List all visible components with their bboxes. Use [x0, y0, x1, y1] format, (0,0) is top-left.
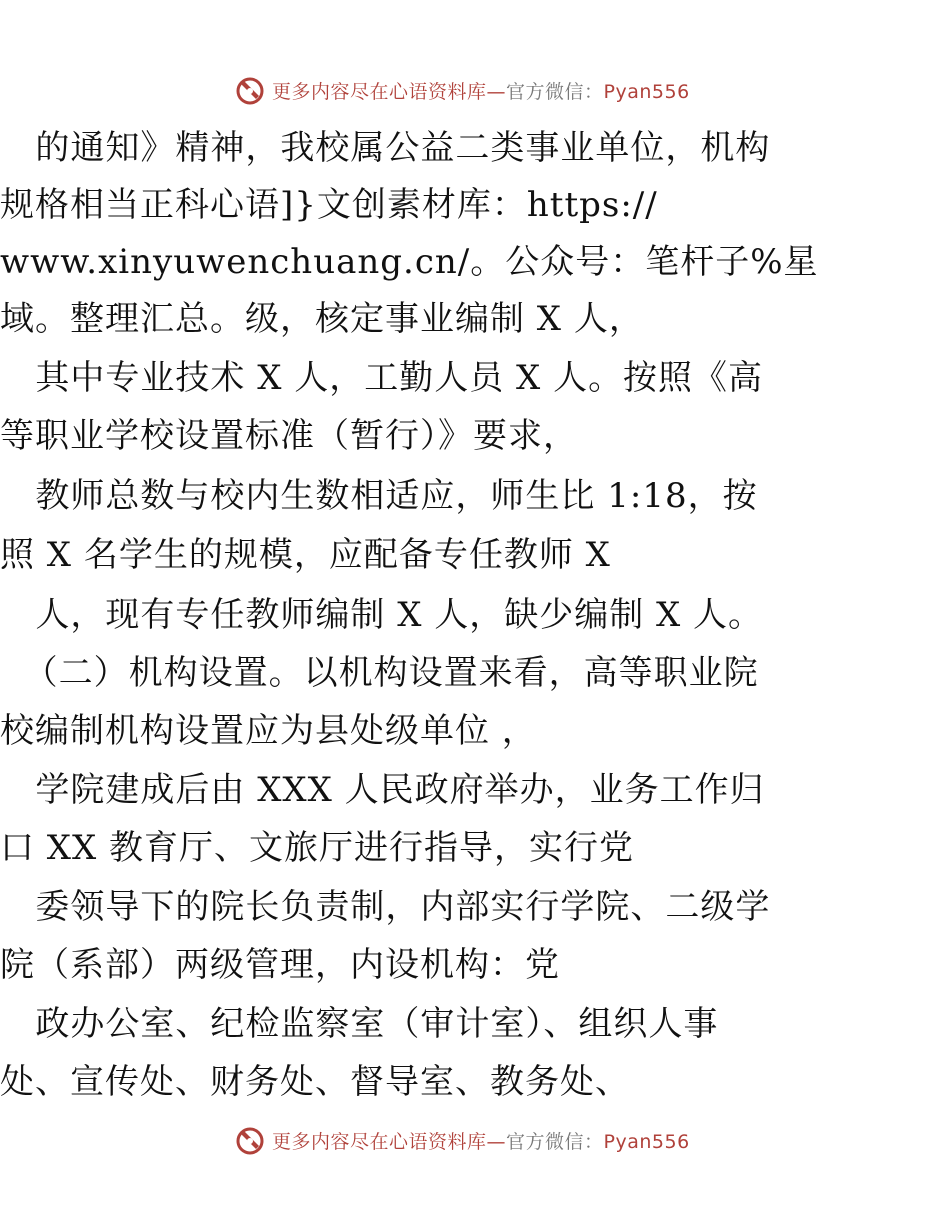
watermark-wechat-id: Pyan556 [603, 1130, 690, 1153]
text-line: 照 X 名学生的规模，应配备专任教师 X [0, 535, 611, 575]
watermark-main: 更多内容尽在心语资料库 [272, 1130, 487, 1153]
watermark-label: 官方微信： [506, 80, 604, 103]
watermark-separator: — [486, 1130, 507, 1153]
text-line: 处、宣传处、财务处、督导室、教务处、 [0, 1062, 630, 1102]
text-line: 委领导下的院长负责制，内部实行学院、二级学 [0, 887, 771, 927]
watermark-main: 更多内容尽在心语资料库 [272, 80, 487, 103]
brand-logo-icon [234, 1124, 266, 1156]
text-line: 校编制机构设置应为县处级单位 ， [0, 711, 537, 751]
text-line: 学院建成后由 XXX 人民政府举办，业务工作归 [0, 770, 765, 810]
text-line: 院（系部）两级管理，内设机构：党 [0, 945, 560, 985]
watermark-separator: — [486, 80, 507, 103]
text-line: 人，现有专任教师编制 X 人，缺少编制 X 人。 [0, 595, 764, 635]
text-line: （二）机构设置。以机构设置来看，高等职业院 [0, 653, 759, 693]
footer-watermark-banner [234, 1120, 714, 1160]
text-line: 规格相当正科心语]}文创素材库：https:// [0, 185, 658, 225]
text-line: www.xinyuwenchuang.cn/。公众号：笔杆子%星 [0, 242, 819, 282]
watermark-label: 官方微信： [506, 1130, 604, 1153]
text-line: 等职业学校设置标准（暂行）》要求， [0, 416, 578, 456]
watermark-text [272, 1127, 690, 1154]
text-line: 口 XX 教育厅、文旅厅进行指导，实行党 [0, 828, 635, 868]
text-line: 其中专业技术 X 人，工勤人员 X 人。按照《高 [0, 358, 764, 398]
text-line: 教师总数与校内生数相适应，师生比 1:18，按 [0, 476, 758, 516]
text-line: 域。整理汇总。级，核定事业编制 X 人， [0, 299, 644, 339]
text-line: 政办公室、纪检监察室（审计室）、组织人事 [0, 1004, 719, 1044]
watermark-wechat-id: Pyan556 [603, 80, 690, 103]
text-line: 的通知》精神，我校属公益二类事业单位，机构 [0, 128, 771, 168]
